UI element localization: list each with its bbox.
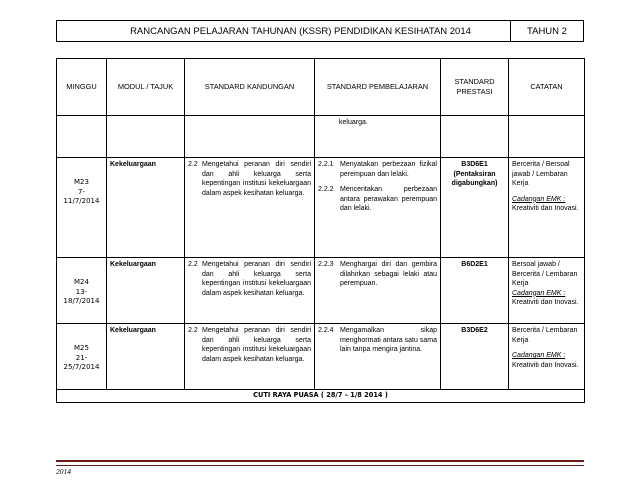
week-cell: M25 21- 25/7/2014	[57, 324, 107, 390]
document-title: RANCANGAN PELAJARAN TAHUNAN (KSSR) PENDIDIKAN KESIHATAN 2014	[57, 21, 511, 42]
catatan-cell: Bercerita / Bersoal jawab / Lembaran Kerja Cadangan EMK : Kreativiti dan Inovasi.	[509, 158, 585, 258]
col-kandungan: STANDARD KANDUNGAN	[185, 59, 315, 116]
standard-kandungan: 2.2 Mengetahui peranan diri sendiri dan ahli keluarga serta kepentingan institusi kekeluargaan dalam aspek kesihatan keluarga.	[185, 324, 315, 390]
standard-kandungan: 2.2 Mengetahui peranan diri sendiri dan ahli keluarga serta kepentingan institusi kekeluargaan dalam aspek kesihatan keluarga.	[185, 158, 315, 258]
col-modul: MODUL / TAJUK	[107, 59, 185, 116]
standard-pembelajaran: 2.2.3 Menghargai diri dan gembira dilahirkan sebagai lelaki atau perempuan.	[315, 258, 441, 324]
continuation-row	[57, 116, 585, 158]
week-cell: M23 7- 11/7/2014	[57, 158, 107, 258]
standard-pembelajaran: 2.2.4 Mengamalkan sikap menghormati antara satu sama lain tanpa mengira jantina.	[315, 324, 441, 390]
header-row	[57, 59, 585, 116]
document-title-table	[56, 20, 584, 42]
table-row	[57, 158, 585, 258]
continuation-text: keluarga.	[315, 116, 441, 158]
holiday-label: CUTI RAYA PUASA ( 28/7 – 1/8 2014 )	[57, 390, 585, 403]
standard-pembelajaran: 2.2.1 Menyatakan perbezaan fizikal perempuan dan lelaki. 2.2.2 Menceritakan perbezaan antara perawakan perempuan dan lelaki.	[315, 158, 441, 258]
table-row	[57, 324, 585, 390]
standard-prestasi: B3D6E1 (Pentaksiran digabungkan)	[441, 158, 509, 258]
col-pembelajaran: STANDARD PEMBELAJARAN	[315, 59, 441, 116]
col-catatan: CATATAN	[509, 59, 585, 116]
footer-year: 2014	[56, 467, 71, 476]
col-minggu: MINGGU	[57, 59, 107, 116]
week-cell: M24 13- 18/7/2014	[57, 258, 107, 324]
standard-kandungan: 2.2 Mengetahui peranan diri sendiri dan ahli keluarga serta kepentingan institusi kekeluargaan dalam aspek kesihatan keluarga.	[185, 258, 315, 324]
holiday-row	[57, 390, 585, 403]
table-row	[57, 258, 585, 324]
col-prestasi: STANDARD PRESTASI	[441, 59, 509, 116]
catatan-cell: Bercerita / Lembaran Kerja Cadangan EMK : Kreativiti dan Inovasi.	[509, 324, 585, 390]
lesson-plan-table	[56, 58, 585, 403]
catatan-cell: Bersoal jawab / Bercerita / Lembaran Kerja Cadangan EMK : Kreativiti dan Inovasi.	[509, 258, 585, 324]
module-cell: Kekeluargaan	[107, 324, 185, 390]
standard-prestasi: B6D2E1	[441, 258, 509, 324]
year-label: TAHUN 2	[511, 21, 584, 42]
standard-prestasi: B3D6E2	[441, 324, 509, 390]
module-cell: Kekeluargaan	[107, 158, 185, 258]
footer-rule	[56, 460, 584, 466]
module-cell: Kekeluargaan	[107, 258, 185, 324]
